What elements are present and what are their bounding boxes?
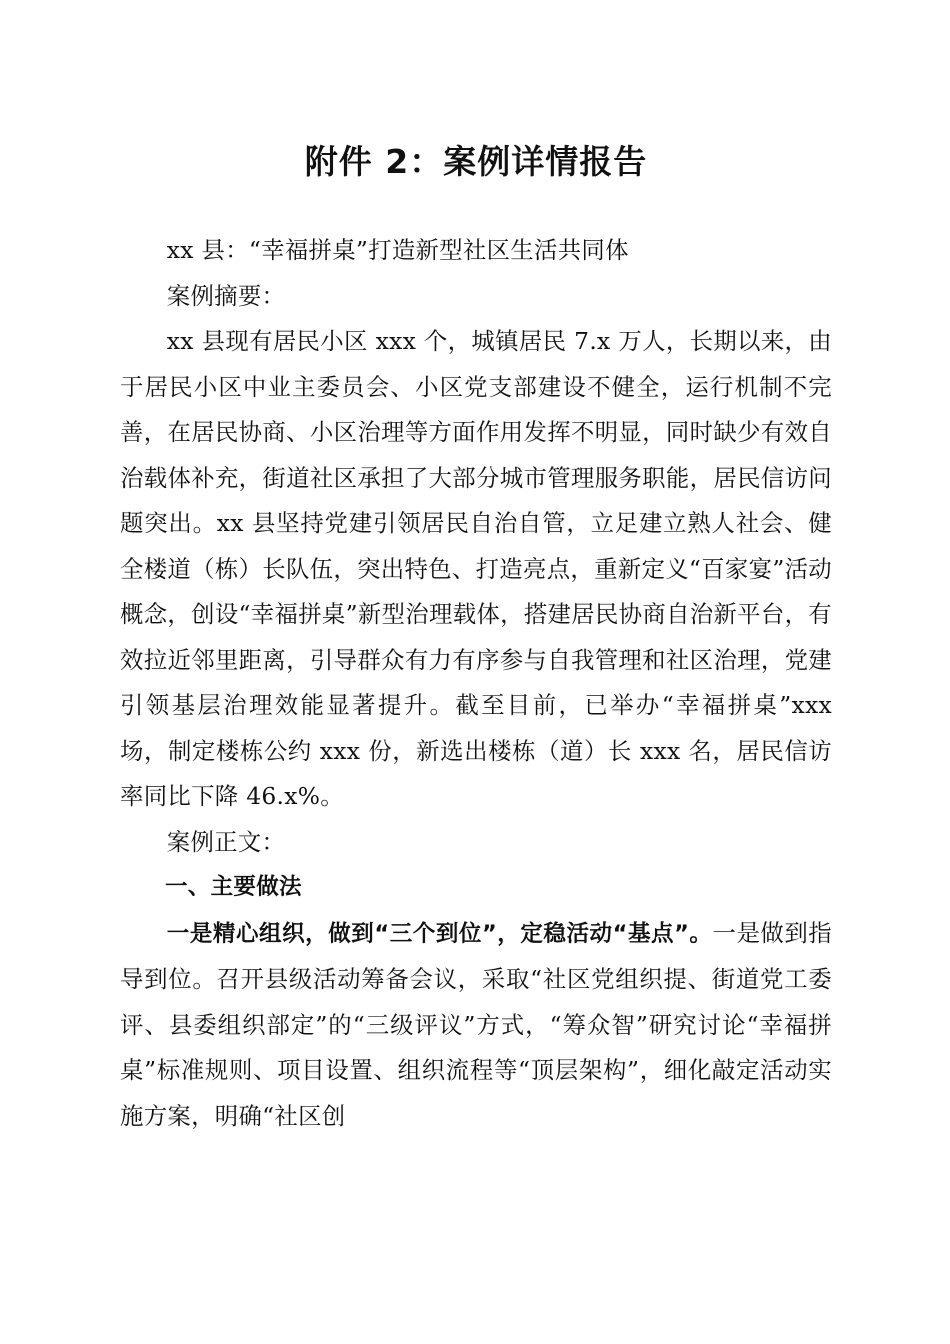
document-body [120,228,832,1139]
point-1-heading: 一是精心组织，做到“三个到位”，定稳活动“基点”。 [166,920,713,947]
body-label: 案例正文： [166,827,286,856]
section-heading: 一、主要做法 [165,874,302,900]
abstract-label: 案例摘要： [166,281,286,310]
point-1-paragraph [120,911,832,1140]
abstract-paragraph: xx 县现有居民小区 xxx 个，城镇居民 7.x 万人，长期以来，由于居民小区中业主委员会、小区党支部建设不健全，运行机制不完善，在居民协商、小区治理等方面作用发挥不明显，同时缺少有效自治载体补充，街道社区承担了大部分城市管理服务职能，居民信访问题突出。xx 县坚持党建引领居民自治自管，立足建立熟人社会、健全楼道（栋）长队伍，突出特色、打造亮点，重新定义“百家宴”活动概念，创设“幸福拼桌”新型治理载体，搭建居民协商自治新平台，有效拉近邻里距离，引导群众有力有序参与自我管理和社区治理，党建引领基层治理效能显著提升。截至目前，已举办“幸福拼桌”xxx 场，制定楼栋公约 xxx 份，新选出楼栋（道）长 xxx 名，居民信访率同比下降 46.x%。 [120,327,832,810]
case-title: xx 县：“幸福拼桌”打造新型社区生活共同体 [166,236,629,264]
document-title: 附件 2：案例详情报告 [304,142,648,181]
point-1-text: 一是做到指导到位。召开县级活动筹备会议，采取“社区党组织提、街道党工委评、县委组织部定”的“三级评议”方式，“筹众智”研究讨论“幸福拼桌”标准规则、项目设置、组织流程等“顶层架构”，细化敲定活动实施方案，明确“社区创 [120,918,833,1130]
